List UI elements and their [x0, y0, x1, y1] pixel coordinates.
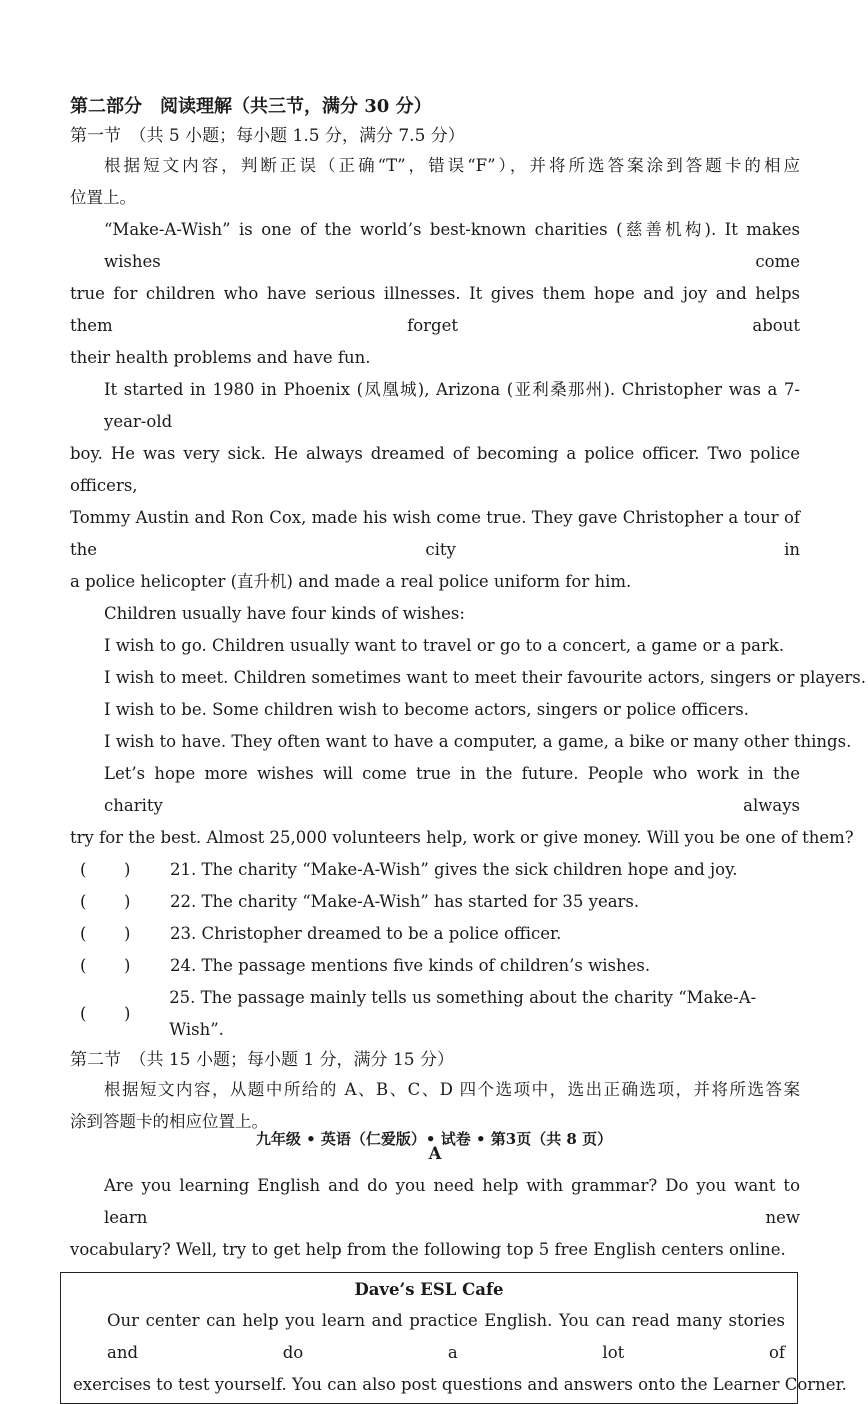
- passage-line: I wish to have. They often want to have a computer, a game, a bike or many other things.: [104, 732, 852, 751]
- question-item: ( ) 21. The charity “Make-A-Wish” gives the sick children hope and joy.: [70, 854, 800, 886]
- question-text: 22. The charity “Make-A-Wish” has started for 35 years.: [170, 892, 640, 911]
- passage-line: true for children who have serious illnesses. It gives them hope and joy and helps them forget about: [70, 284, 800, 335]
- question-item: ( ) 24. The passage mentions five kinds of children’s wishes.: [70, 950, 800, 982]
- info-box: [60, 1272, 847, 1404]
- section1-title: 第一节 （共 5 小题；每小题 1.5 分，满分 7.5 分）: [70, 126, 465, 146]
- section1-instruction: 根据短文内容，判断正误（正确“T”，错误“F”），并将所选答案涂到答题卡的相应: [104, 156, 800, 175]
- section2-instruction: 根据短文内容，从题中所给的 A、B、C、D 四个选项中，选出正确选项，并将所选答案: [104, 1080, 800, 1099]
- question-text: 21. The charity “Make-A-Wish” gives the sick children hope and joy.: [170, 860, 738, 879]
- box-title: Dave’s ESL Cafe: [354, 1280, 504, 1299]
- passage-line: boy. He was very sick. He always dreamed of becoming a police officer. Two police officers,: [70, 444, 800, 495]
- question-item: ( ) 25. The passage mainly tells us something about the charity “Make-A-Wish”.: [70, 982, 800, 1046]
- passage-line: It started in 1980 in Phoenix (凤凰城), Arizona (亚利桑那州). Christopher was a 7-year-old: [104, 380, 800, 431]
- passage-line: Tommy Austin and Ron Cox, made his wish come true. They gave Christopher a tour of the city in: [70, 508, 800, 559]
- passage-line: “Make-A-Wish” is one of the world’s best-known charities (慈善机构). It makes wishes come: [104, 220, 800, 271]
- passage-line: their health problems and have fun.: [70, 348, 371, 367]
- part-title: 第二部分 阅读理解（共三节，满分 30 分）: [70, 96, 432, 117]
- passage-a-line: vocabulary? Well, try to get help from the following top 5 free English centers online.: [70, 1240, 786, 1259]
- passage-line: Children usually have four kinds of wishes:: [104, 604, 465, 623]
- section2-title: 第二节 （共 15 小题；每小题 1 分，满分 15 分）: [70, 1050, 455, 1070]
- section2-instruction-cont: 涂到答题卡的相应位置上。: [70, 1112, 268, 1131]
- passage-line: try for the best. Almost 25,000 volunteers help, work or give money. Will you be one of them?: [70, 828, 854, 847]
- passage-a-line: Are you learning English and do you need help with grammar? Do you want to learn new: [104, 1176, 800, 1227]
- passage-line: I wish to go. Children usually want to travel or go to a concert, a game or a park.: [104, 636, 785, 655]
- box-line: Our center can help you learn and practice English. You can read many stories and do a lot of: [107, 1311, 785, 1362]
- question-item: ( ) 23. Christopher dreamed to be a police officer.: [70, 918, 800, 950]
- question-text: 23. Christopher dreamed to be a police officer.: [170, 924, 562, 943]
- passage-line: I wish to be. Some children wish to become actors, singers or police officers.: [104, 700, 749, 719]
- passage-label-a: A: [428, 1144, 442, 1163]
- section1-instruction-cont: 位置上。: [70, 188, 136, 207]
- exam-page: [70, 92, 866, 1404]
- question-item: ( ) 22. The charity “Make-A-Wish” has started for 35 years.: [70, 886, 800, 918]
- passage-line: I wish to meet. Children sometimes want to meet their favourite actors, singers or players.: [104, 668, 866, 687]
- box-line: exercises to test yourself. You can also post questions and answers onto the Learner Corner.: [73, 1375, 847, 1394]
- question-text: 24. The passage mentions five kinds of children’s wishes.: [170, 956, 651, 975]
- question-text: 25. The passage mainly tells us something about the charity “Make-A-Wish”.: [169, 988, 757, 1039]
- page-footer: 九年级 • 英语（仁爱版）• 试卷 • 第3页（共 8 页）: [255, 1130, 613, 1148]
- passage-line: a police helicopter (直升机) and made a real police uniform for him.: [70, 572, 632, 591]
- passage-line: Let’s hope more wishes will come true in the future. People who work in the charity always: [104, 764, 800, 815]
